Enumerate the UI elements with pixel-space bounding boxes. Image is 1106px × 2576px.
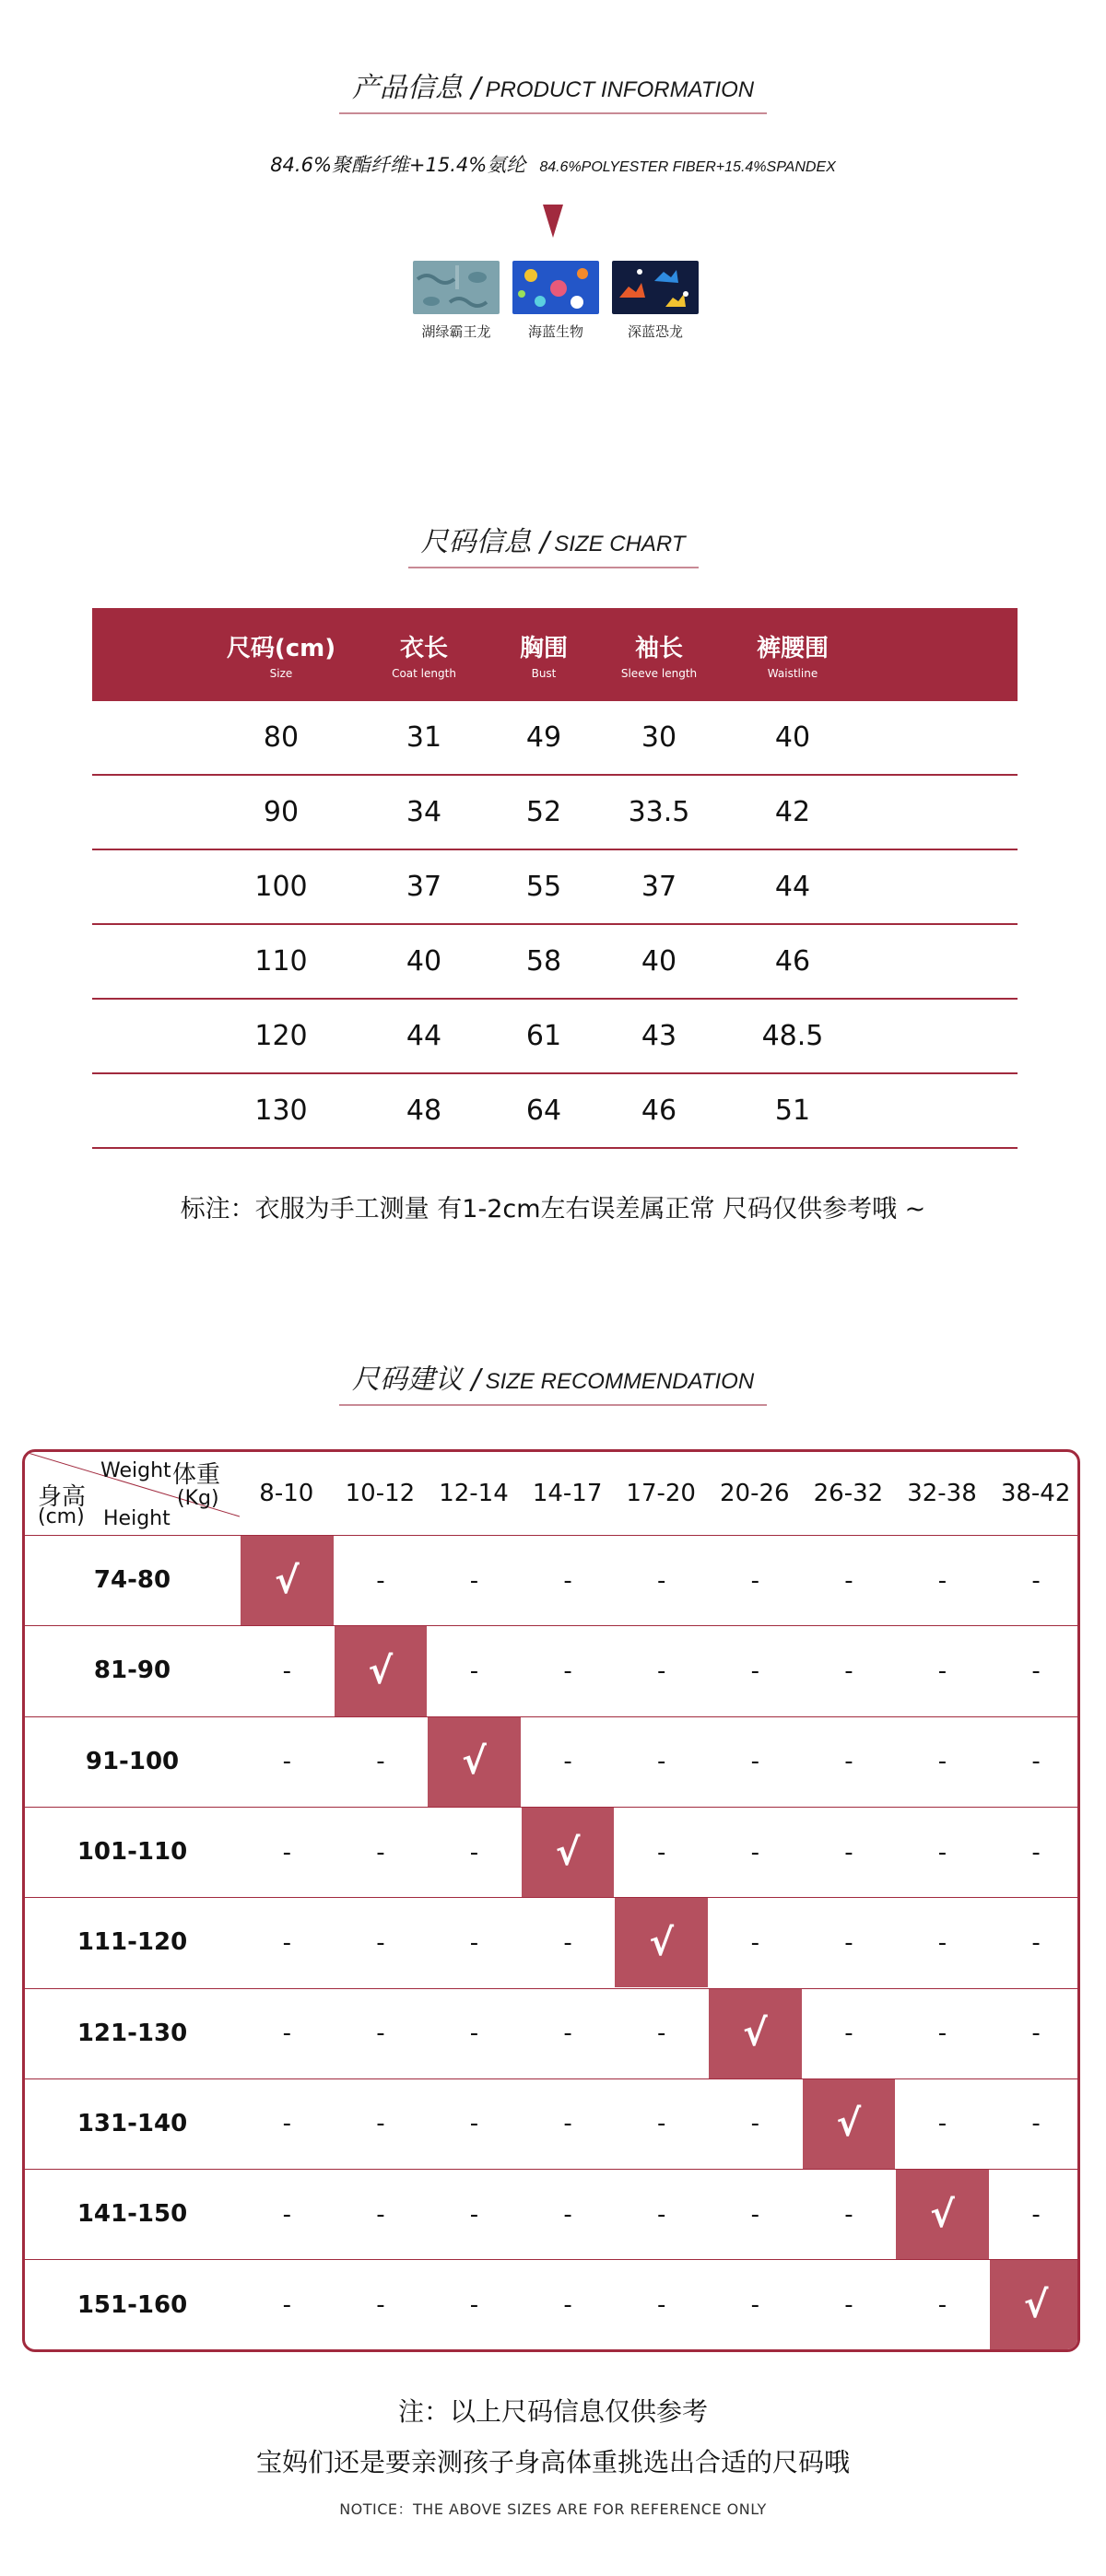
height-range-label: 74-80 <box>93 1566 171 1595</box>
swatch-sea-blue-label: 海蓝生物 <box>527 323 583 340</box>
not-recommended-cell: - <box>937 1748 947 1776</box>
not-recommended-cell: - <box>656 1748 666 1776</box>
height-range-label: 151-160 <box>76 2290 188 2319</box>
not-recommended-cell: - <box>376 2291 385 2320</box>
size-chart-title-zh: 尺码信息 / <box>420 526 550 558</box>
cell-waistline: 44 <box>774 871 811 903</box>
not-recommended-cell: - <box>282 2110 291 2138</box>
cell-sleeve-length: 33.5 <box>628 796 690 828</box>
size-chart-row <box>92 701 1018 776</box>
not-recommended-cell: - <box>750 2291 759 2320</box>
height-range-label: 91-100 <box>85 1747 180 1775</box>
not-recommended-cell: - <box>656 2020 666 2048</box>
recommended-check-icon: √ <box>990 2260 1080 2349</box>
not-recommended-cell: - <box>1031 2020 1041 2048</box>
cell-size: 110 <box>254 945 308 978</box>
not-recommended-cell: - <box>282 2291 291 2320</box>
not-recommended-cell: - <box>469 1928 479 1957</box>
not-recommended-cell: - <box>376 1838 385 1867</box>
header-coat-length-en: Coat length <box>392 667 456 680</box>
composition-zh: 84.6%聚酯纤维+15.4%氨纶 <box>270 154 526 176</box>
corner-height-unit: (cm) <box>38 1505 85 1528</box>
not-recommended-cell: - <box>750 1928 759 1957</box>
swatch-navy-dino[interactable] <box>612 261 699 341</box>
header-sleeve-length-en: Sleeve length <box>620 667 698 680</box>
size-chart-table <box>92 608 1018 1149</box>
not-recommended-cell: - <box>282 1928 291 1957</box>
header-size <box>212 608 350 701</box>
footer-note-2: 宝妈们还是要亲测孩子身高体重挑选出合适的尺码哦 <box>255 2447 850 2477</box>
header-bust-en: Bust <box>531 667 557 680</box>
cell-waistline: 46 <box>774 945 811 978</box>
swatch-navy-dino-image <box>612 261 699 314</box>
height-range-label: 81-90 <box>93 1657 171 1685</box>
recommended-check-icon: √ <box>428 1717 521 1807</box>
not-recommended-cell: - <box>1031 1838 1041 1867</box>
not-recommended-cell: - <box>937 2291 947 2320</box>
not-recommended-cell: - <box>844 2291 853 2320</box>
corner-weight-zh: 体重 <box>172 1461 221 1489</box>
header-sleeve-length <box>608 608 710 701</box>
product-info-title-en: PRODUCT INFORMATION <box>485 77 755 102</box>
cell-size: 130 <box>254 1095 308 1127</box>
size-chart-row <box>92 850 1018 925</box>
size-chart-row <box>92 1000 1018 1074</box>
not-recommended-cell: - <box>750 1566 759 1595</box>
not-recommended-cell: - <box>656 2110 666 2138</box>
recommended-check-icon: √ <box>615 1898 708 1987</box>
header-waistline-en: Waistline <box>767 667 818 680</box>
swatch-lake-green-label: 湖绿霸王龙 <box>421 323 491 340</box>
height-range-label: 141-150 <box>76 2200 188 2229</box>
recommended-check-icon: √ <box>709 1989 802 2078</box>
cell-bust: 52 <box>525 796 562 828</box>
recommended-check-icon: √ <box>803 2079 896 2169</box>
down-arrow-icon <box>543 205 563 238</box>
height-range-label: 101-110 <box>76 1838 188 1867</box>
not-recommended-cell: - <box>1031 1566 1041 1595</box>
product-info-title <box>0 64 1106 114</box>
not-recommended-cell: - <box>282 2200 291 2229</box>
size-chart-row <box>92 1074 1018 1149</box>
cell-sleeve-length: 30 <box>641 721 677 754</box>
weight-range-header: 8-10 <box>259 1480 314 1507</box>
swatch-navy-dino-label: 深蓝恐龙 <box>627 323 683 340</box>
header-waistline <box>737 608 848 701</box>
weight-range-header: 26-32 <box>813 1480 884 1507</box>
corner-height-en: Height <box>103 1507 171 1530</box>
not-recommended-cell: - <box>282 1657 291 1685</box>
grid-corner-header <box>25 1452 240 1535</box>
swatch-lake-green-image <box>413 261 500 314</box>
size-chart-title <box>0 519 1106 568</box>
size-chart-header <box>92 608 1018 701</box>
not-recommended-cell: - <box>376 2020 385 2048</box>
not-recommended-cell: - <box>376 1566 385 1595</box>
not-recommended-cell: - <box>282 1838 291 1867</box>
weight-range-header: 10-12 <box>345 1480 416 1507</box>
not-recommended-cell: - <box>469 1657 479 1685</box>
cell-sleeve-length: 37 <box>641 871 677 903</box>
size-recommendation-title-zh: 尺码建议 / <box>351 1364 481 1396</box>
header-waistline-zh: 裤腰围 <box>756 635 829 662</box>
not-recommended-cell: - <box>469 2200 479 2229</box>
not-recommended-cell: - <box>469 2291 479 2320</box>
color-swatches <box>413 261 699 341</box>
cell-waistline: 51 <box>774 1095 811 1127</box>
not-recommended-cell: - <box>656 2291 666 2320</box>
cell-sleeve-length: 43 <box>641 1020 677 1052</box>
not-recommended-cell: - <box>563 1928 572 1957</box>
not-recommended-cell: - <box>750 1838 759 1867</box>
size-chart-row <box>92 776 1018 850</box>
cell-coat-length: 40 <box>406 945 442 978</box>
not-recommended-cell: - <box>844 1748 853 1776</box>
not-recommended-cell: - <box>937 2020 947 2048</box>
not-recommended-cell: - <box>282 1748 291 1776</box>
footer-note-1: 注：以上尺码信息仅供参考 <box>397 2396 708 2427</box>
cell-coat-length: 31 <box>406 721 442 754</box>
height-range-label: 121-130 <box>76 2019 188 2047</box>
header-sleeve-length-zh: 袖长 <box>634 635 683 662</box>
not-recommended-cell: - <box>469 1838 479 1867</box>
weight-range-header: 20-26 <box>720 1480 790 1507</box>
cell-bust: 64 <box>525 1095 562 1127</box>
weight-range-header: 17-20 <box>626 1480 696 1507</box>
cell-waistline: 40 <box>774 721 811 754</box>
size-recommendation-title <box>0 1356 1106 1406</box>
not-recommended-cell: - <box>937 1838 947 1867</box>
swatch-lake-green[interactable] <box>413 261 500 341</box>
not-recommended-cell: - <box>750 1657 759 1685</box>
recommended-check-icon: √ <box>335 1626 428 1715</box>
not-recommended-cell: - <box>563 1657 572 1685</box>
cell-bust: 55 <box>525 871 562 903</box>
header-coat-length-zh: 衣长 <box>399 635 448 662</box>
cell-coat-length: 48 <box>406 1095 442 1127</box>
not-recommended-cell: - <box>376 2200 385 2229</box>
weight-range-header: 14-17 <box>532 1480 603 1507</box>
size-chart-body <box>92 701 1018 1149</box>
cell-coat-length: 37 <box>406 871 442 903</box>
not-recommended-cell: - <box>937 1928 947 1957</box>
not-recommended-cell: - <box>844 1657 853 1685</box>
size-recommendation-grid <box>22 1449 1080 2352</box>
footer-notice-en: NOTICE：THE ABOVE SIZES ARE FOR REFERENCE ONLY <box>339 2500 767 2518</box>
recommended-check-icon: √ <box>896 2170 989 2259</box>
not-recommended-cell: - <box>376 1928 385 1957</box>
not-recommended-cell: - <box>282 2020 291 2048</box>
not-recommended-cell: - <box>1031 2200 1041 2229</box>
header-bust-zh: 胸围 <box>519 635 568 662</box>
header-size-en: Size <box>269 667 293 680</box>
not-recommended-cell: - <box>469 2020 479 2048</box>
not-recommended-cell: - <box>1031 1657 1041 1685</box>
fabric-composition <box>0 150 1106 178</box>
not-recommended-cell: - <box>844 2020 853 2048</box>
not-recommended-cell: - <box>469 1566 479 1595</box>
cell-coat-length: 44 <box>406 1020 442 1052</box>
cell-bust: 61 <box>525 1020 562 1052</box>
size-chart-row <box>92 925 1018 1000</box>
cell-size: 120 <box>254 1020 308 1052</box>
not-recommended-cell: - <box>376 1748 385 1776</box>
not-recommended-cell: - <box>844 1566 853 1595</box>
not-recommended-cell: - <box>844 1838 853 1867</box>
header-size-zh: 尺码(cm) <box>226 635 336 662</box>
not-recommended-cell: - <box>937 1657 947 1685</box>
weight-range-header: 38-42 <box>1000 1480 1071 1507</box>
weight-range-header: 32-38 <box>907 1480 977 1507</box>
not-recommended-cell: - <box>563 2200 572 2229</box>
height-range-label: 111-120 <box>76 1928 188 1957</box>
recommended-check-icon: √ <box>522 1808 615 1897</box>
not-recommended-cell: - <box>656 1566 666 1595</box>
cell-size: 80 <box>263 721 300 754</box>
not-recommended-cell: - <box>656 1657 666 1685</box>
cell-waistline: 42 <box>774 796 811 828</box>
header-bust <box>498 608 590 701</box>
size-chart-title-en: SIZE CHART <box>554 532 686 556</box>
not-recommended-cell: - <box>844 1928 853 1957</box>
not-recommended-cell: - <box>563 2020 572 2048</box>
size-recommendation-title-en: SIZE RECOMMENDATION <box>485 1369 755 1394</box>
not-recommended-cell: - <box>1031 1928 1041 1957</box>
not-recommended-cell: - <box>563 2291 572 2320</box>
not-recommended-cell: - <box>656 2200 666 2229</box>
cell-size: 90 <box>263 796 300 828</box>
corner-weight-unit: (Kg) <box>177 1487 219 1510</box>
not-recommended-cell: - <box>1031 2110 1041 2138</box>
swatch-sea-blue-image <box>512 261 599 314</box>
not-recommended-cell: - <box>656 1838 666 1867</box>
not-recommended-cell: - <box>563 1566 572 1595</box>
not-recommended-cell: - <box>1031 1748 1041 1776</box>
not-recommended-cell: - <box>750 2110 759 2138</box>
not-recommended-cell: - <box>376 2110 385 2138</box>
swatch-sea-blue[interactable] <box>512 261 599 341</box>
cell-size: 100 <box>254 871 308 903</box>
not-recommended-cell: - <box>563 1748 572 1776</box>
cell-sleeve-length: 40 <box>641 945 677 978</box>
not-recommended-cell: - <box>937 2110 947 2138</box>
measurement-note: 标注：衣服为手工测量 有1-2cm左右误差属正常 尺码仅供参考哦 ~ <box>180 1195 926 1224</box>
not-recommended-cell: - <box>844 2200 853 2229</box>
header-coat-length <box>378 608 470 701</box>
corner-height-zh: 身高 <box>38 1483 87 1511</box>
not-recommended-cell: - <box>469 2110 479 2138</box>
corner-weight-en: Weight <box>100 1459 171 1482</box>
cell-sleeve-length: 46 <box>641 1095 677 1127</box>
cell-bust: 49 <box>525 721 562 754</box>
not-recommended-cell: - <box>563 2110 572 2138</box>
cell-coat-length: 34 <box>406 796 442 828</box>
not-recommended-cell: - <box>750 2200 759 2229</box>
cell-waistline: 48.5 <box>761 1020 824 1052</box>
cell-bust: 58 <box>525 945 562 978</box>
product-info-title-zh: 产品信息 / <box>351 72 481 104</box>
not-recommended-cell: - <box>937 1566 947 1595</box>
height-range-label: 131-140 <box>76 2109 188 2137</box>
not-recommended-cell: - <box>750 1748 759 1776</box>
recommended-check-icon: √ <box>241 1536 334 1625</box>
weight-range-header: 12-14 <box>439 1480 509 1507</box>
composition-en: 84.6%POLYESTER FIBER+15.4%SPANDEX <box>539 159 836 175</box>
